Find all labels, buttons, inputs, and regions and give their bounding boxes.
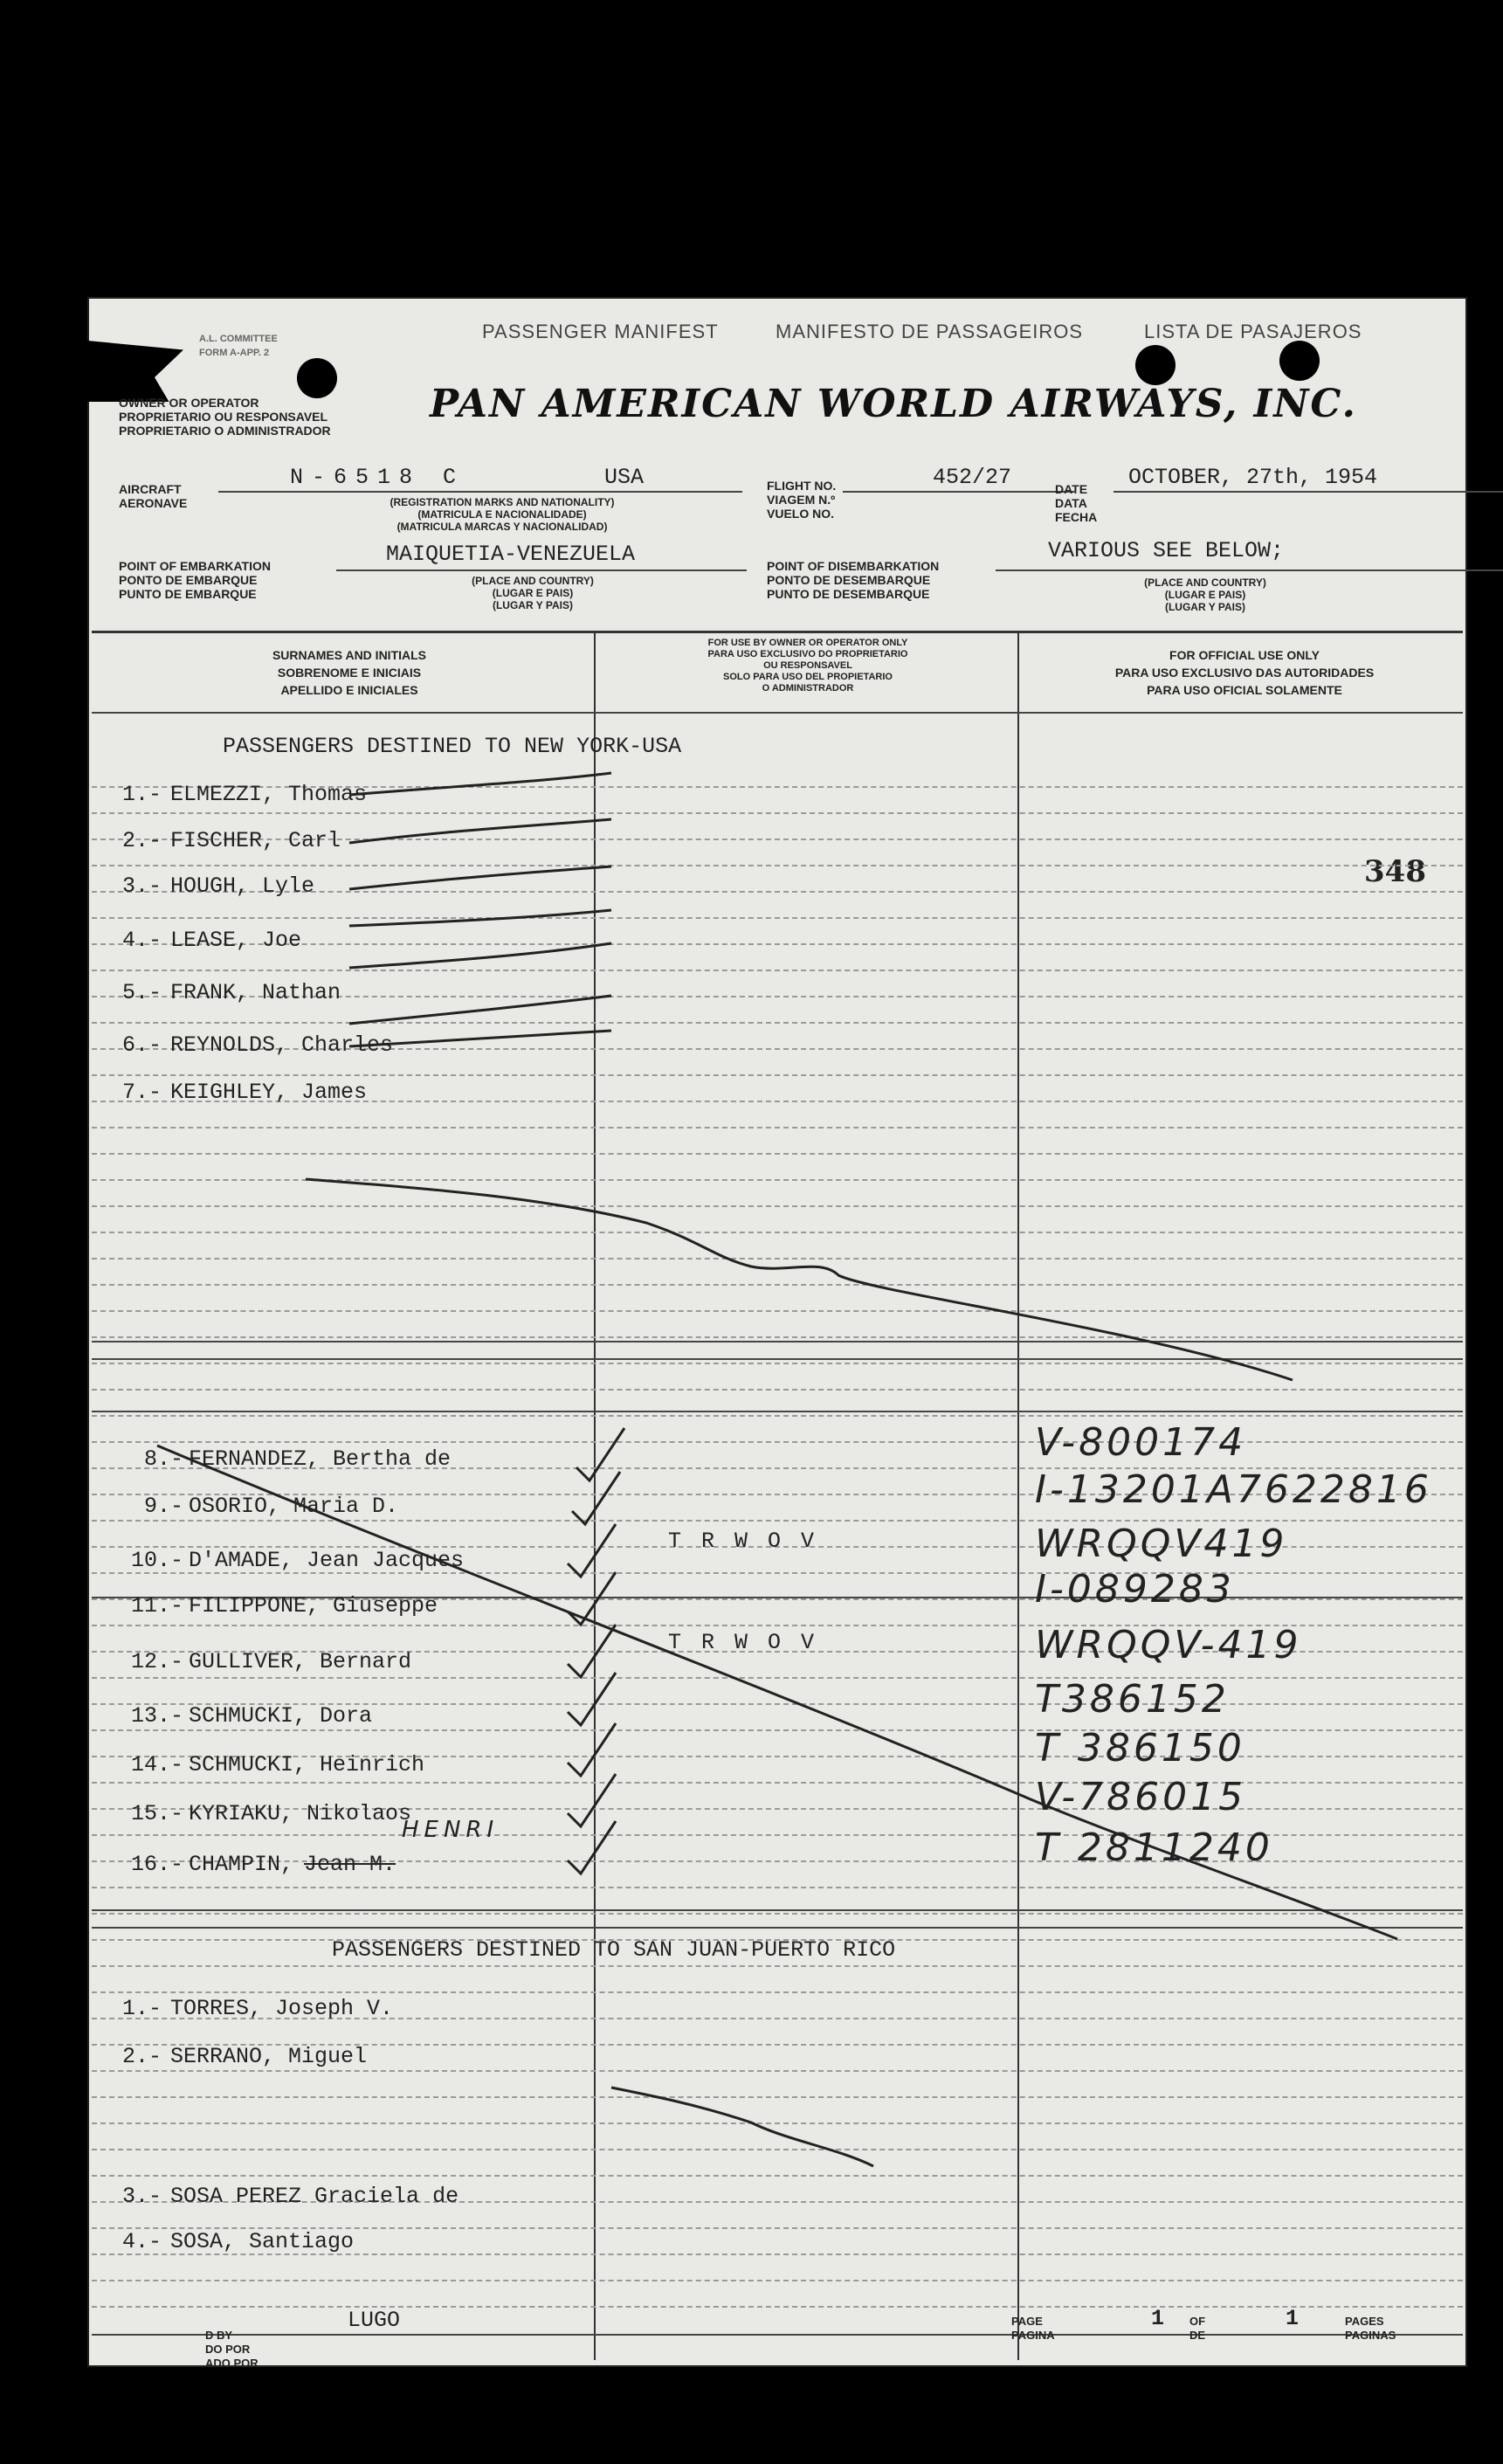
check-stroke xyxy=(349,910,611,926)
passenger-number: 11.- xyxy=(130,1593,183,1619)
passenger-number: 3.- xyxy=(122,873,162,899)
disembark-label-line: PONTO DE DESEMBARQUE xyxy=(767,573,931,587)
prepared-label-line: D BY xyxy=(205,2329,233,2342)
col-head-line: SURNAMES AND INITIALS xyxy=(272,648,427,662)
handwritten-correction: HENRI xyxy=(402,1817,500,1843)
operator-code: T R W O V xyxy=(668,1529,818,1554)
manifest-sheet xyxy=(87,297,1467,2370)
official-document-number: I-089283 xyxy=(1035,1567,1235,1612)
page-label-line: PAGE xyxy=(1011,2315,1043,2328)
form-number: FORM A-APP. 2 xyxy=(199,348,270,358)
passenger-name: LEASE, Joe xyxy=(170,928,302,953)
prepared-by-value: LUGO xyxy=(348,2308,401,2333)
page-value: 1 xyxy=(1151,2306,1165,2331)
note-line: (LUGAR Y PAIS) xyxy=(1164,601,1245,613)
disembark-value: VARIOUS SEE BELOW; xyxy=(1048,538,1285,563)
official-document-number: T 386150 xyxy=(1035,1726,1245,1770)
col-head-line: SOBRENOME E INICIAIS xyxy=(277,666,422,680)
passenger-name: SCHMUCKI, Dora xyxy=(189,1703,373,1729)
date-label-line: DATA xyxy=(1055,496,1087,510)
official-document-number: V-786015 xyxy=(1035,1775,1247,1819)
official-document-number: WRQQV419 xyxy=(1035,1522,1288,1566)
checkmark xyxy=(568,1821,616,1874)
operator-code: T R W O V xyxy=(668,1630,818,1655)
airline-name: PAN AMERICAN WORLD AIRWAYS, INC. xyxy=(430,382,1357,426)
passenger-number: 1.- xyxy=(122,1996,162,2021)
passenger-number: 14.- xyxy=(130,1752,183,1777)
passenger-name: FRANK, Nathan xyxy=(170,980,341,1005)
passenger-number: 7.- xyxy=(122,1080,162,1105)
checkmark xyxy=(568,1625,616,1677)
manifest-title-pt: MANIFESTO DE PASSAGEIROS xyxy=(776,321,1084,342)
flight-label-line: VUELO NO. xyxy=(767,507,835,521)
aircraft-registration: N-6518 C xyxy=(290,465,465,490)
page-label-line: PAGINA xyxy=(1011,2329,1055,2342)
official-document-number: I-13201A7622816 xyxy=(1035,1467,1432,1512)
passenger-number: 4.- xyxy=(122,2229,162,2254)
official-document-number: WRQQV-419 xyxy=(1035,1623,1302,1667)
owner-label-line: PROPRIETARIO O ADMINISTRADOR xyxy=(119,424,331,438)
owner-label-line: OWNER OR OPERATOR xyxy=(119,396,259,410)
checkmark xyxy=(568,1774,616,1826)
passenger-number: 2.- xyxy=(122,2044,162,2069)
checkmark xyxy=(568,1524,616,1577)
check-stroke xyxy=(349,943,611,968)
passenger-name: CHAMPIN, xyxy=(189,1852,294,1877)
void-scribble xyxy=(306,1179,1293,1380)
passenger-number: 1.- xyxy=(122,782,162,807)
aircraft-country: USA xyxy=(604,465,645,490)
passenger-name: KEIGHLEY, James xyxy=(170,1080,368,1105)
passenger-name: SCHMUCKI, Heinrich xyxy=(189,1752,425,1777)
manifest-title-es: LISTA DE PASAJEROS xyxy=(1144,321,1362,342)
embark-label-line: POINT OF EMBARKATION xyxy=(119,559,271,573)
checkmark xyxy=(568,1673,616,1725)
flight-label-line: VIAGEM N.º xyxy=(767,493,836,507)
pages-label-line: PAGES xyxy=(1345,2315,1384,2328)
void-scribble xyxy=(611,2088,873,2166)
passenger-number: 6.- xyxy=(122,1032,162,1058)
void-line xyxy=(157,1446,1397,1939)
passenger-name: SOSA PEREZ Graciela de xyxy=(170,2184,459,2209)
col-head-line: APELLIDO E INICIALES xyxy=(280,683,418,697)
check-stroke xyxy=(349,996,611,1024)
flight-number: 452/27 xyxy=(933,465,1012,490)
passenger-number: 13.- xyxy=(130,1703,183,1729)
date-value: OCTOBER, 27th, 1954 xyxy=(1128,465,1378,490)
passenger-name: SERRANO, Miguel xyxy=(170,2044,368,2069)
checkmark xyxy=(576,1428,624,1480)
embark-label-line: PONTO DE EMBARQUE xyxy=(119,573,258,587)
passenger-number: 15.- xyxy=(130,1801,183,1826)
note-line: (MATRICULA E NACIONALIDADE) xyxy=(417,508,587,521)
pages-label xyxy=(1345,2315,1396,2343)
footer-rule xyxy=(92,2334,1463,2336)
manifest-title-en: PASSENGER MANIFEST xyxy=(482,321,719,342)
prepared-label xyxy=(205,2329,259,2371)
prepared-label-line: ADO POR xyxy=(205,2357,259,2370)
disembark-label-line: POINT OF DISEMBARKATION xyxy=(767,559,940,573)
passenger-name: HOUGH, Lyle xyxy=(170,873,315,899)
check-stroke xyxy=(349,1031,611,1046)
pages-label-line: PAGINAS xyxy=(1345,2329,1396,2342)
section-title-ny: PASSENGERS DESTINED TO NEW YORK-USA xyxy=(223,734,682,759)
passenger-name: SOSA, Santiago xyxy=(170,2229,355,2254)
aircraft-label-line: AIRCRAFT xyxy=(119,482,182,496)
official-document-number: T 2811240 xyxy=(1035,1826,1273,1870)
check-stroke xyxy=(349,866,611,889)
passenger-name: FISCHER, Carl xyxy=(170,828,341,853)
page-label xyxy=(1011,2315,1055,2343)
col-head-line: O ADMINISTRADOR xyxy=(762,683,854,694)
passenger-number: 5.- xyxy=(122,980,162,1005)
checkmark xyxy=(568,1572,616,1625)
note-line: (LUGAR Y PAIS) xyxy=(492,599,573,611)
note-line: (REGISTRATION MARKS AND NATIONALITY) xyxy=(390,496,615,508)
checkmark xyxy=(568,1723,616,1776)
passenger-number: 16.- xyxy=(130,1852,183,1877)
embark-label-line: PUNTO DE EMBARQUE xyxy=(119,587,257,601)
passenger-number: 2.- xyxy=(122,828,162,853)
note-line: (LUGAR E PAIS) xyxy=(1164,589,1246,601)
note-line: (PLACE AND COUNTRY) xyxy=(1144,576,1266,589)
passenger-number: 12.- xyxy=(130,1649,183,1674)
passenger-name: TORRES, Joseph V. xyxy=(170,1996,394,2021)
disembark-label-line: PUNTO DE DESEMBARQUE xyxy=(767,587,930,601)
check-stroke xyxy=(349,773,611,795)
stamp-number: 348 xyxy=(1364,854,1426,889)
embark-value: MAIQUETIA-VENEZUELA xyxy=(386,542,636,567)
col-head-line: FOR USE BY OWNER OR OPERATOR ONLY xyxy=(707,638,908,648)
passenger-name: D'AMADE, Jean Jacques xyxy=(189,1548,465,1573)
passenger-number: 4.- xyxy=(122,928,162,953)
checkmark xyxy=(572,1472,620,1524)
of-label-line: OF xyxy=(1189,2315,1206,2328)
col-head-line: PARA USO EXCLUSIVO DAS AUTORIDADES xyxy=(1114,666,1375,680)
col-head-line: PARA USO EXCLUSIVO DO PROPRIETARIO xyxy=(707,649,908,659)
of-label-line: DE xyxy=(1189,2329,1206,2342)
passenger-name: KYRIAKU, Nikolaos xyxy=(189,1801,412,1826)
official-document-number: V-800174 xyxy=(1035,1420,1247,1465)
col-head-line: PARA USO OFICIAL SOLAMENTE xyxy=(1147,683,1342,697)
owner-label-line: PROPRIETARIO OU RESPONSAVEL xyxy=(119,410,328,424)
flight-label-line: FLIGHT NO. xyxy=(767,479,837,493)
note-line: (MATRICULA MARCAS Y NACIONALIDAD) xyxy=(396,521,608,533)
section-title-sj: PASSENGERS DESTINED TO SAN JUAN-PUERTO RICO xyxy=(332,1937,896,1963)
of-label xyxy=(1189,2315,1205,2343)
col-head-line: OU RESPONSAVEL xyxy=(763,660,852,671)
committee-label: A.L. COMMITTEE xyxy=(199,334,278,344)
prepared-label-line: DO POR xyxy=(205,2343,251,2356)
date-label-line: FECHA xyxy=(1055,510,1098,524)
passenger-name: OSORIO, Maria D. xyxy=(189,1494,399,1519)
total-pages-value: 1 xyxy=(1286,2306,1300,2331)
passenger-name: FILIPPONE, Giuseppe xyxy=(189,1593,438,1619)
passenger-number: 9.- xyxy=(143,1494,183,1519)
note-line: (LUGAR E PAIS) xyxy=(492,587,574,599)
passenger-number: 10.- xyxy=(130,1548,183,1573)
passenger-number: 3.- xyxy=(122,2184,162,2209)
passenger-name: ELMEZZI, Thomas xyxy=(170,782,368,807)
struck-given-name: Jean M. xyxy=(304,1852,396,1877)
passenger-number: 8.- xyxy=(143,1446,183,1472)
check-stroke xyxy=(349,819,611,843)
date-label-line: DATE xyxy=(1055,482,1088,496)
col-head-line: FOR OFFICIAL USE ONLY xyxy=(1169,648,1320,662)
passenger-name: GULLIVER, Bernard xyxy=(189,1649,412,1674)
official-document-number: T386152 xyxy=(1035,1677,1230,1722)
col-head-line: SOLO PARA USO DEL PROPIETARIO xyxy=(723,672,893,682)
note-line: (PLACE AND COUNTRY) xyxy=(472,575,594,587)
handwritten-marks xyxy=(87,297,1467,2367)
passenger-name: REYNOLDS, Charles xyxy=(170,1032,394,1058)
aircraft-label-line: AERONAVE xyxy=(119,496,188,510)
passenger-name: FERNANDEZ, Bertha de xyxy=(189,1446,452,1472)
